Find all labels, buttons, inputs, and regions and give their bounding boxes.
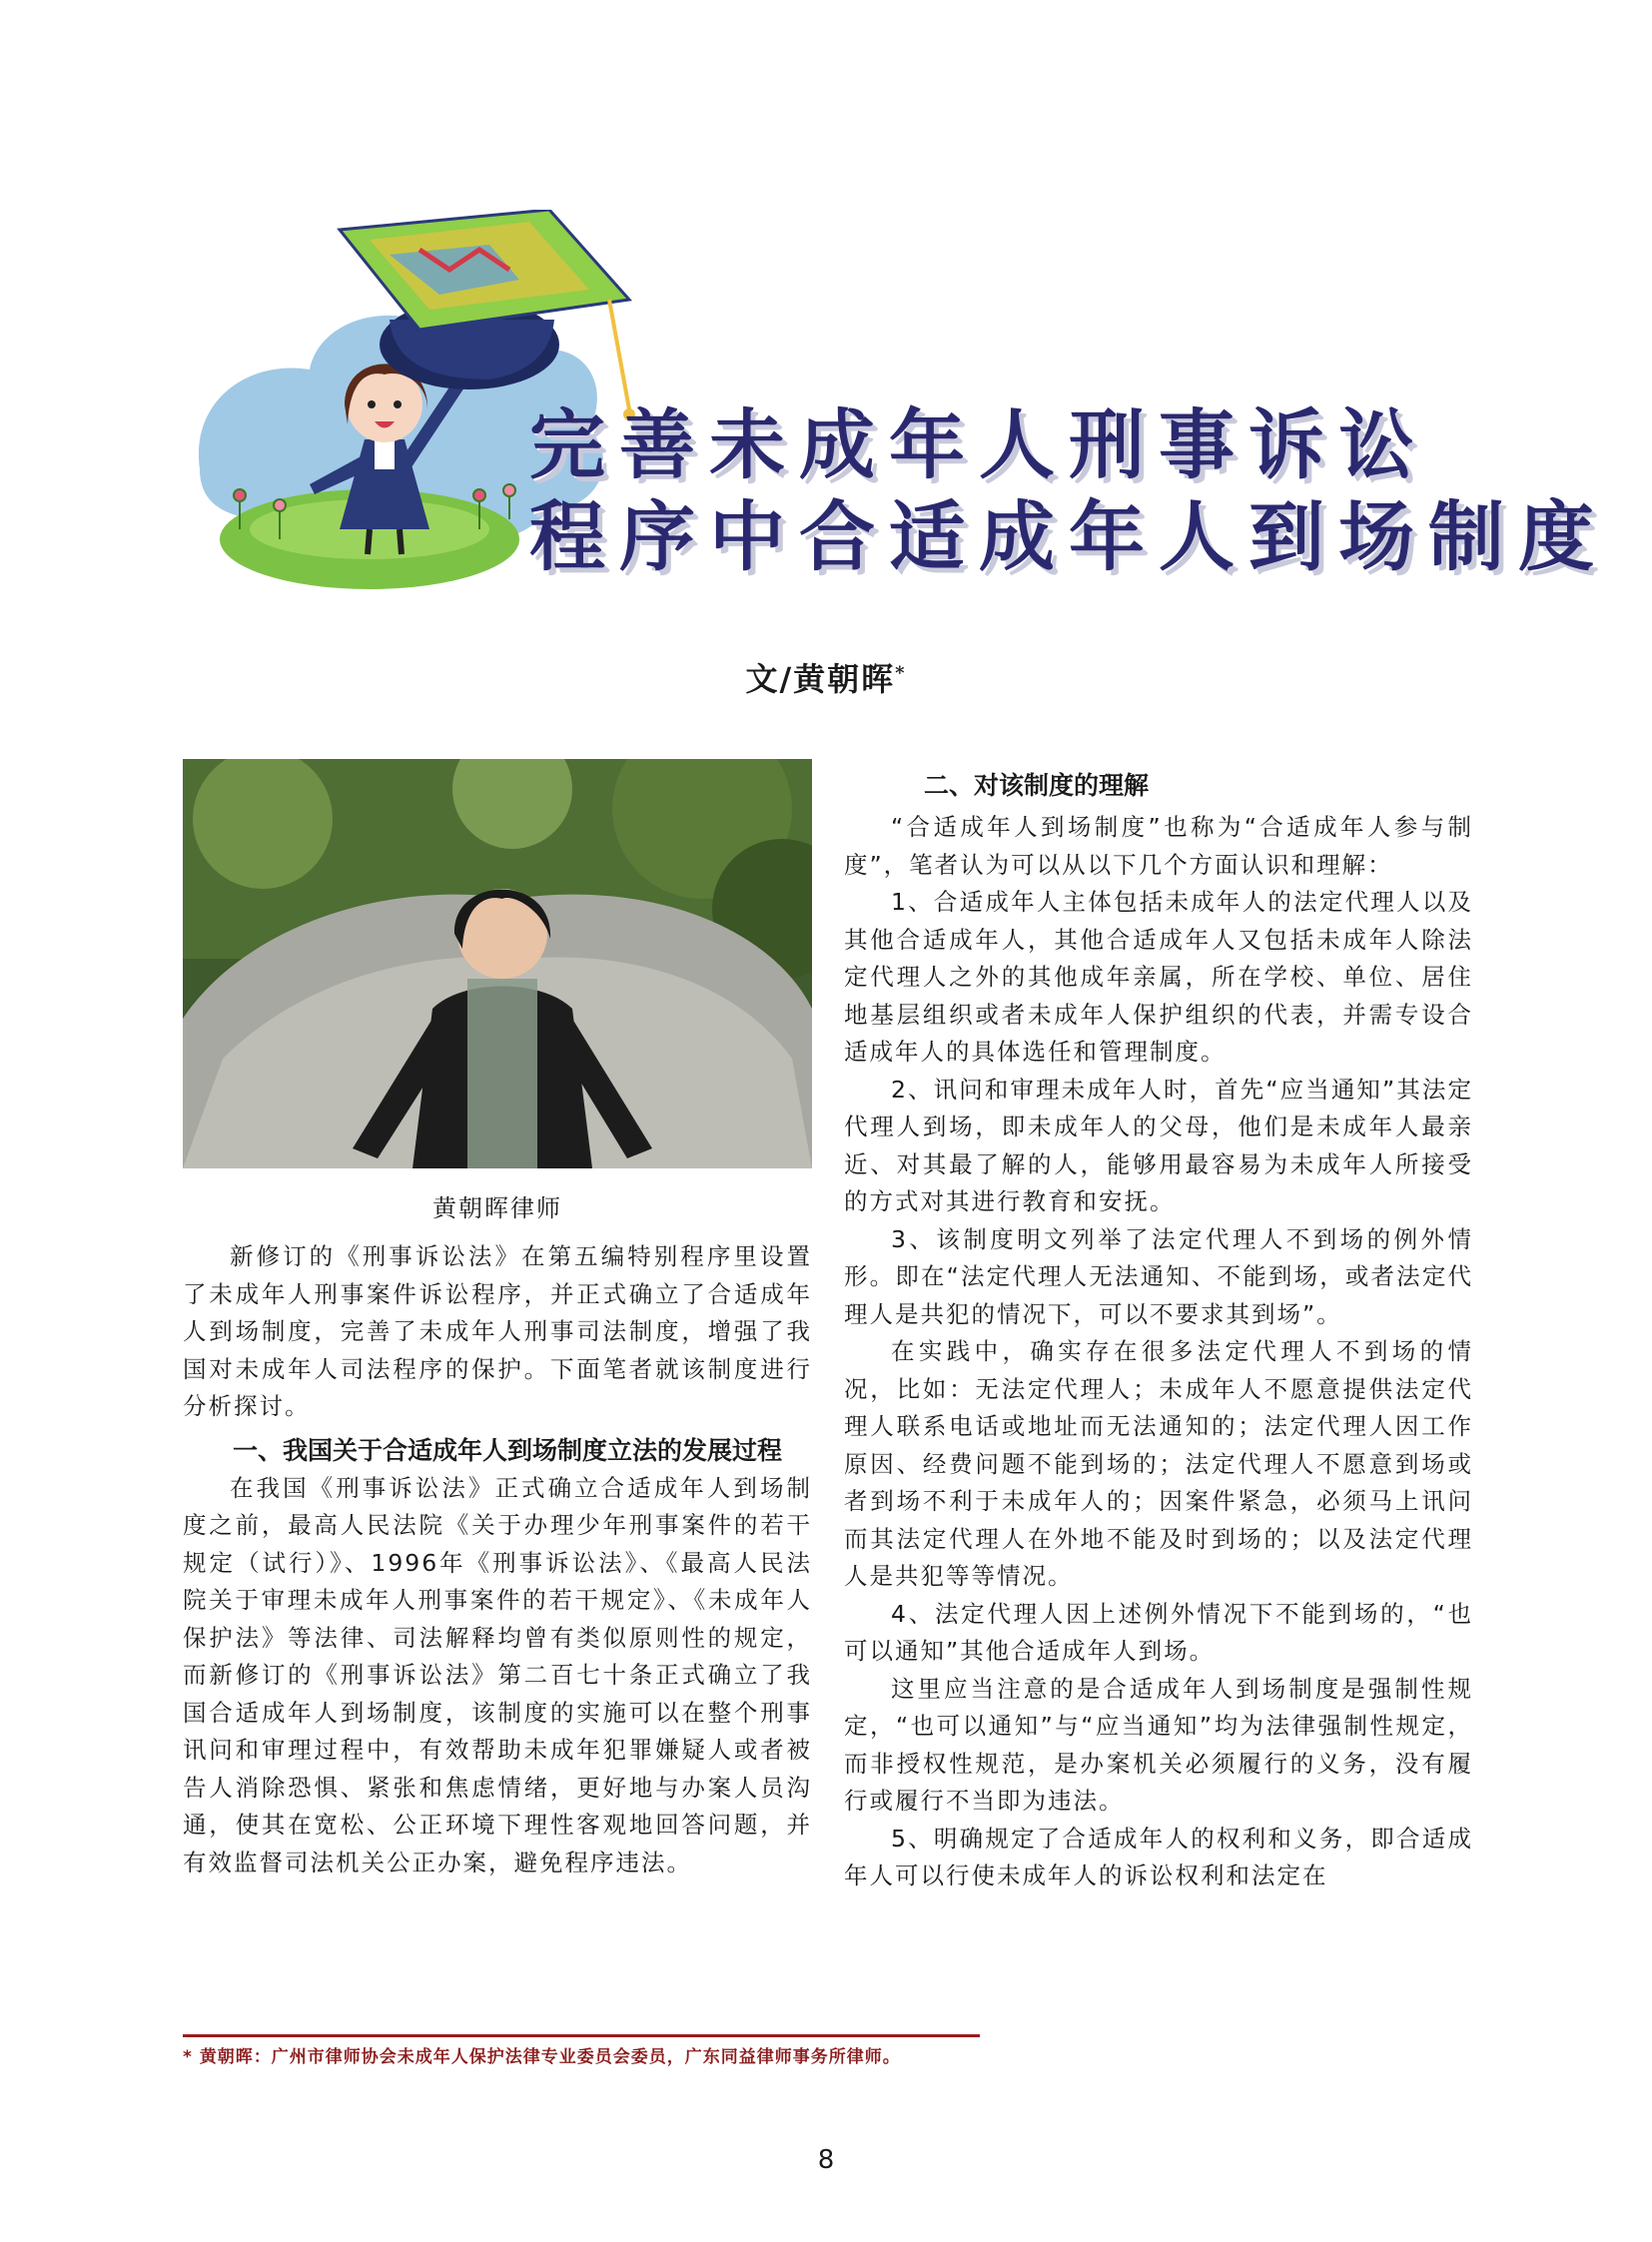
left-column <box>183 1238 812 1881</box>
section-2-paragraph: 在实践中，确实存在很多法定代理人不到场的情况，比如：无法定代理人；未成年人不愿意提供法定代理人联系电话或地址而无法通知的；法定代理人因工作原因、经费问题不能到场的；法定代理人不愿意到场或者到场不利于未成年人的；因案件紧急，必须马上讯问而其法定代理人在外地不能及时到场的；以及法定代理人是共犯等等情况。 <box>844 1337 1473 1590</box>
title-line-2: 程序中合适成年人到场制度 <box>529 492 1608 581</box>
intro-paragraph: 新修订的《刑事诉讼法》在第五编特别程序里设置了未成年人刑事案件诉讼程序，并正式确立了合适成年人到场制度，完善了未成年人刑事司法制度，增强了我国对未成年人司法程序的保护。下面笔者就该制度进行分析探讨。 <box>183 1242 812 1420</box>
byline <box>0 654 1652 700</box>
section-2-paragraph: 4、法定代理人因上述例外情况下不能到场的，“也可以通知”其他合适成年人到场。 <box>844 1599 1473 1665</box>
title-line-1: 完善未成年人刑事诉讼 <box>529 400 1428 489</box>
footnote: * 黄朝晖：广州市律师协会未成年人保护法律专业委员会委员，广东同益律师事务所律师。 <box>183 2047 901 2067</box>
section-1-heading: 一、我国关于合适成年人到场制度立法的发展过程 <box>233 1435 783 1465</box>
author-photo <box>183 759 812 1168</box>
section-1-body: 在我国《刑事诉讼法》正式确立合适成年人到场制度之前，最高人民法院《关于办理少年刑事案件的若干规定（试行）》、1996年《刑事诉讼法》、《最高人民法院关于审理未成年人刑事案件的若干规定》、《未成年人保护法》等法律、司法解释均曾有类似原则性的规定，而新修订的《刑事诉讼法》第二百七十条正式确立了我国合适成年人到场制度，该制度的实施可以在整个刑事讯问和审理过程中，有效帮助未成年犯罪嫌疑人或者被告人消除恐惧、紧张和焦虑情绪，更好地与办案人员沟通，使其在宽松、公正环境下理性客观地回答问题，并有效监督司法机关公正办案，避免程序违法。 <box>183 1473 812 1876</box>
section-2-paragraph: 1、合适成年人主体包括未成年人的法定代理人以及其他合适成年人，其他合适成年人又包括未成年人除法定代理人之外的其他成年亲属，所在学校、单位、居住地基层组织或者未成年人保护组织的代表，并需专设合适成年人的具体选任和管理制度。 <box>844 888 1473 1066</box>
byline-footnote-mark: * <box>895 662 907 684</box>
right-column <box>844 767 1473 1895</box>
footnote-rule <box>183 2034 980 2037</box>
byline-text: 文/黄朝晖 <box>745 660 896 698</box>
section-2-heading: 二、对该制度的理解 <box>924 771 1150 800</box>
section-2-paragraph: 3、该制度明文列举了法定代理人不到场的例外情形。即在“法定代理人无法通知、不能到场，或者法定代理人是共犯的情况下，可以不要求其到场”。 <box>844 1224 1473 1328</box>
page-number: 8 <box>817 2145 835 2175</box>
photo-caption: 黄朝晖律师 <box>432 1194 562 1222</box>
section-2-paragraph: 这里应当注意的是合适成年人到场制度是强制性规定，“也可以通知”与“应当通知”均为法律强制性规定，而非授权性规范，是办案机关必须履行的义务，没有履行或履行不当即为违法。 <box>844 1674 1473 1815</box>
article-title <box>529 399 1608 583</box>
section-2-paragraph: 5、明确规定了合适成年人的权利和义务，即合适成年人可以行使未成年人的诉讼权利和法定在 <box>844 1824 1473 1889</box>
section-2-paragraph: “合适成年人到场制度”也称为“合适成年人参与制度”，笔者认为可以从以下几个方面认识和理解： <box>844 813 1473 879</box>
section-2-paragraph: 2、讯问和审理未成年人时，首先“应当通知”其法定代理人到场，即未成年人的父母，他们是未成年人最亲近、对其最了解的人，能够用最容易为未成年人所接受的方式对其进行教育和安抚。 <box>844 1075 1473 1215</box>
